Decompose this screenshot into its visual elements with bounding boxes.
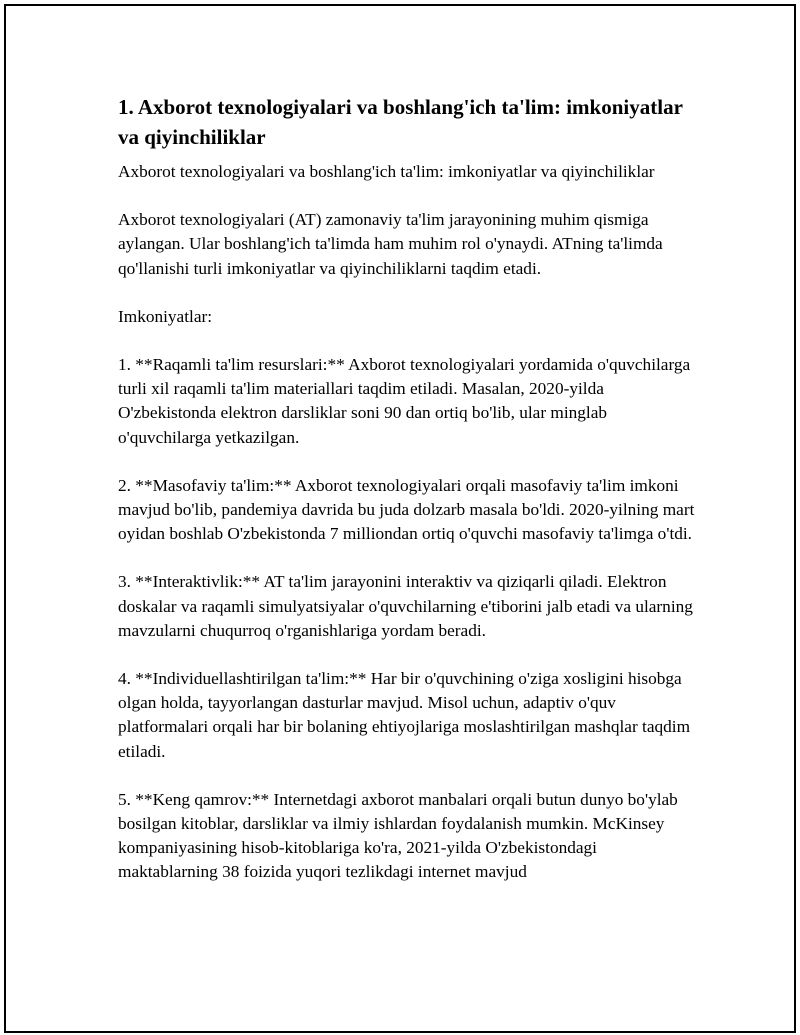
paragraph-opportunities-heading: Imkoniyatlar: — [118, 306, 213, 326]
paragraph-subtitle: Axborot texnologiyalari va boshlang'ich ta'lim: imkoniyatlar va qiyinchiliklar — [118, 162, 655, 181]
paragraph-item-3: 3. **Interaktivlik:** AT ta'lim jarayonini interaktiv va qiziqarli qiladi. Elektron doskalar va raqamli simulyatsiyalar o'quvchilarning e'tiborini jalb etadi va ularning mavzularni chuqurroq o'rganishlariga yordam beradi. — [118, 572, 693, 640]
paragraph-item-5: 5. **Keng qamrov:** Internetdagi axborot manbalari orqali butun dunyo bo'ylab bosilgan kitoblar, darsliklar va ilmiy ishlardan foydalanish mumkin. McKinsey kompaniyasining hisob-kitoblariga ko'ra, 2021-yilda O'zbekistondagi maktablarning 38 foizida yuqori tezlikdagi internet mavjud — [118, 789, 678, 882]
paragraph-item-1: 1. **Raqamli ta'lim resurslari:** Axborot texnologiyalari yordamida o'quvchilarga turli xil raqamli ta'lim materiallari taqdim etiladi. Masalan, 2020-yilda O'zbekistonda elektron darsliklar soni 90 dan ortiq bo'lib, ular minglab o'quvchilarga yetkazilgan. — [118, 355, 691, 447]
document-title: 1. Axborot texnologiyalari va boshlang'ich ta'lim: imkoniyatlar va qiyinchiliklar — [118, 95, 683, 149]
paragraph-intro: Axborot texnologiyalari (AT) zamonaviy ta'lim jarayonining muhim qismiga aylangan. Ular boshlang'ich ta'limda ham muhim rol o'ynaydi. ATning ta'limda qo'llanishi turli imkoniyatlar va qiyinchiliklarni taqdim etadi. — [118, 210, 663, 278]
document-body — [118, 92, 696, 909]
paragraph-item-4: 4. **Individuellashtirilgan ta'lim:** Har bir o'quvchining o'ziga xosligini hisobga olgan holda, tayyorlangan dasturlar mavjud. Misol uchun, adaptiv o'quv platformalari orqali har bir bolaning ehtiyojlariga moslashtirilgan mashqlar taqdim etiladi. — [118, 669, 691, 761]
paragraph-item-2: 2. **Masofaviy ta'lim:** Axborot texnologiyalari orqali masofaviy ta'lim imkoni mavjud bo'lib, pandemiya davrida bu juda dolzarb masala bo'ldi. 2020-yilning mart oyidan boshlab O'zbekistonda 7 milliondan ortiq o'quvchi masofaviy ta'limga o'tdi. — [118, 475, 695, 544]
